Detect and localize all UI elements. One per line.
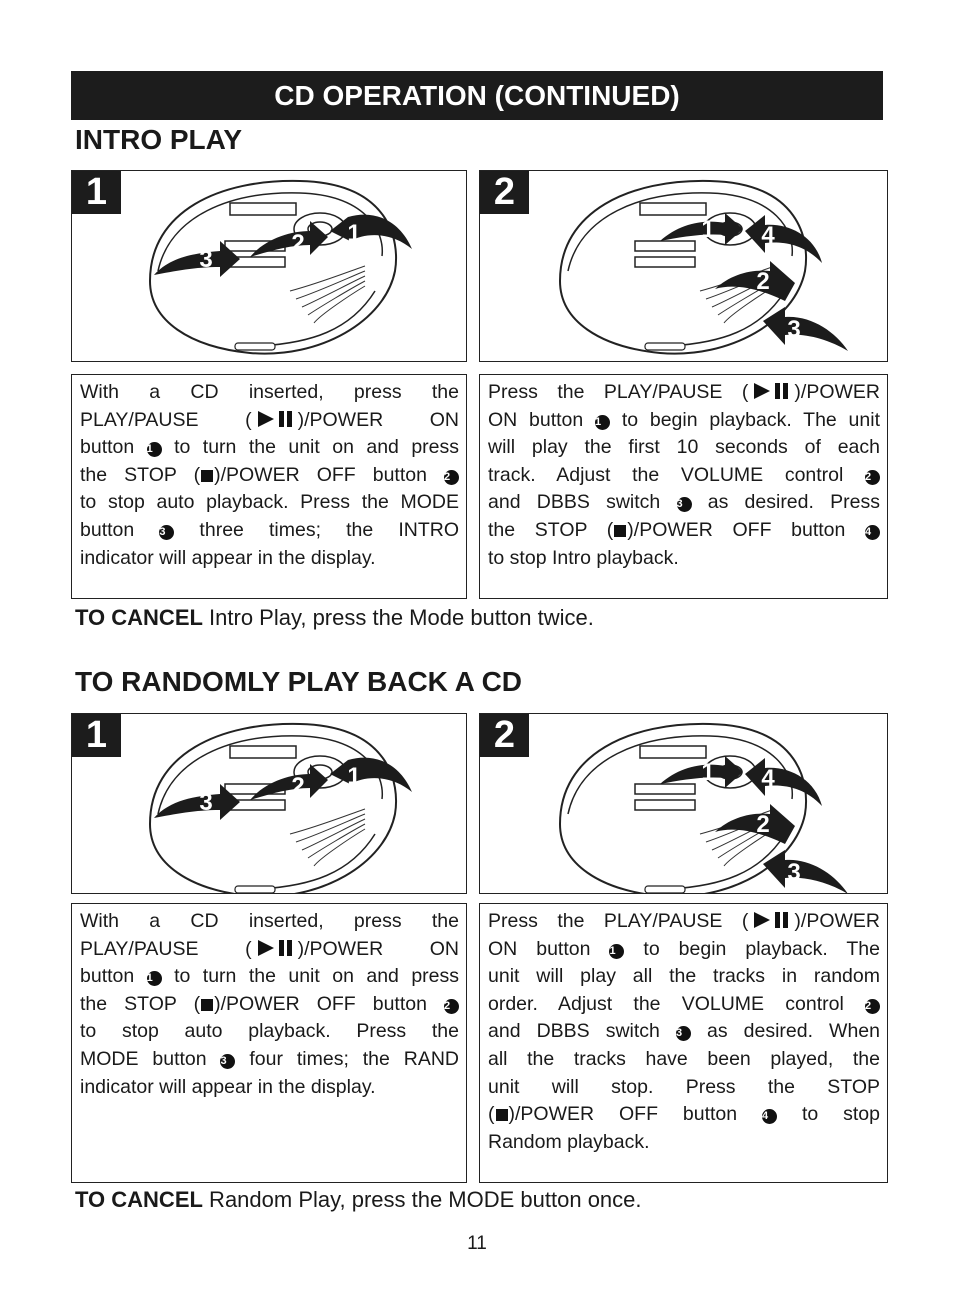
text-line: to stop auto playback. Press the bbox=[80, 1020, 459, 1043]
text-line: PLAY/PAUSE ( )/POWER ON bbox=[80, 408, 459, 431]
text-line: unit will stop. Press the STOP bbox=[488, 1075, 880, 1098]
circled-number-icon: 1 bbox=[595, 415, 610, 430]
text-line: order. Adjust the VOLUME control 2 bbox=[488, 991, 880, 1019]
random-heading: TO RANDOMLY PLAY BACK A CD bbox=[75, 666, 523, 697]
step-number: 1 bbox=[72, 714, 121, 757]
side-switch bbox=[235, 886, 275, 893]
display-window bbox=[230, 203, 296, 215]
random-cancel-note bbox=[75, 1187, 642, 1213]
callout-number: 4 bbox=[761, 765, 775, 792]
cancel-label: TO CANCEL bbox=[75, 605, 203, 630]
text-line: to stop auto playback. Press the MODE bbox=[80, 491, 459, 514]
step-number: 2 bbox=[480, 171, 529, 214]
section-header bbox=[71, 71, 883, 120]
callout-number: 4 bbox=[761, 222, 775, 249]
text-line: indicator will appear in the display. bbox=[80, 1075, 376, 1098]
callout-number: 1 bbox=[347, 763, 361, 790]
circled-number-icon: 1 bbox=[609, 944, 624, 959]
circled-number-icon: 1 bbox=[147, 442, 162, 457]
display-window bbox=[635, 784, 695, 794]
text-line: unit will play all the tracks in random bbox=[488, 965, 880, 988]
text-line: the STOP ( )/POWER OFF button 2 bbox=[80, 462, 459, 490]
random-step1-illustration bbox=[71, 713, 467, 894]
intro-step2-illustration bbox=[479, 170, 888, 362]
circled-number-icon: 3 bbox=[159, 525, 174, 540]
text-line: track. Adjust the VOLUME control 2 bbox=[488, 462, 880, 490]
text-line: Random playback. bbox=[488, 1130, 650, 1153]
text-line: ON button 1 to begin playback. The unit bbox=[488, 408, 880, 431]
text-line: button 1 to turn the unit on and press bbox=[80, 436, 459, 459]
side-switch bbox=[645, 343, 685, 350]
random-step1-text bbox=[71, 903, 467, 1183]
text-line: will play the first 10 seconds of each bbox=[488, 436, 880, 459]
random-step2-illustration bbox=[479, 713, 888, 894]
stop-icon bbox=[614, 525, 626, 537]
play-pause-icon bbox=[254, 939, 296, 957]
play-pause-icon bbox=[254, 410, 296, 428]
display-window bbox=[230, 746, 296, 758]
callout-number: 1 bbox=[701, 759, 715, 786]
side-switch bbox=[235, 343, 275, 350]
text-line: the STOP ( )/POWER OFF button 4 bbox=[488, 517, 880, 545]
text-line: ON button 1 to begin playback. The bbox=[488, 937, 880, 960]
callout-number: 3 bbox=[199, 789, 213, 816]
text-line: and DBBS switch 3 as desired. When bbox=[488, 1020, 880, 1043]
callout-number: 3 bbox=[199, 246, 213, 273]
text-line: indicator will appear in the display. bbox=[80, 546, 376, 569]
section-title: CD OPERATION (CONTINUED) bbox=[274, 79, 680, 111]
circled-number-icon: 1 bbox=[147, 971, 162, 986]
display-window bbox=[635, 800, 695, 810]
callout-number: 2 bbox=[756, 811, 770, 838]
circled-number-icon: 3 bbox=[220, 1054, 235, 1069]
stop-icon bbox=[201, 470, 213, 482]
random-step2-text bbox=[479, 903, 888, 1183]
circled-number-icon: 2 bbox=[865, 999, 880, 1014]
intro-heading: INTRO PLAY bbox=[75, 124, 242, 155]
callout-number: 2 bbox=[756, 268, 770, 295]
stop-icon bbox=[496, 1109, 508, 1121]
text-line: button 3 three times; the INTRO bbox=[80, 518, 459, 541]
callout-number: 1 bbox=[701, 216, 715, 243]
intro-step1-text bbox=[71, 374, 467, 599]
callout-number: 3 bbox=[787, 316, 801, 343]
text-line: PLAY/PAUSE ( )/POWER ON bbox=[80, 937, 459, 960]
callout-arrow bbox=[763, 307, 848, 351]
step-number: 2 bbox=[480, 714, 529, 757]
circled-number-icon: 4 bbox=[865, 525, 880, 540]
page-number: 11 bbox=[467, 1233, 487, 1254]
text-line: and DBBS switch 3 as desired. Press bbox=[488, 491, 880, 514]
callout-number: 3 bbox=[787, 859, 801, 886]
display-window bbox=[635, 241, 695, 251]
display-window bbox=[640, 203, 706, 215]
play-pause-icon bbox=[750, 911, 792, 929]
text-line: the STOP ( )/POWER OFF button 2 bbox=[80, 991, 459, 1019]
play-pause-icon bbox=[750, 382, 792, 400]
stop-icon bbox=[201, 999, 213, 1011]
cd-player-illustration bbox=[72, 714, 467, 894]
circled-number-icon: 3 bbox=[677, 497, 692, 512]
callout-arrow bbox=[763, 850, 848, 894]
cd-player-illustration bbox=[480, 171, 888, 362]
cancel-text: Random Play, press the MODE button once. bbox=[202, 1187, 642, 1212]
text-line: ( )/POWER OFF button 4 to stop bbox=[488, 1103, 880, 1126]
text-line: With a CD inserted, press the bbox=[80, 381, 459, 403]
text-line: With a CD inserted, press the bbox=[80, 910, 459, 932]
side-switch bbox=[645, 886, 685, 893]
cancel-text: Intro Play, press the Mode button twice. bbox=[202, 605, 594, 630]
callout-number: 1 bbox=[347, 220, 361, 247]
display-window bbox=[635, 257, 695, 267]
cd-player-illustration bbox=[72, 171, 467, 362]
intro-cancel-note bbox=[75, 605, 594, 631]
circled-number-icon: 2 bbox=[444, 999, 459, 1014]
step-number: 1 bbox=[72, 171, 121, 214]
circled-number-icon: 4 bbox=[762, 1109, 777, 1124]
text-line: Press the PLAY/PAUSE ( )/POWER bbox=[488, 910, 880, 932]
text-line: all the tracks have been played, the bbox=[488, 1047, 880, 1070]
text-line: button 1 to turn the unit on and press bbox=[80, 965, 459, 988]
text-line: MODE button 3 four times; the RAND bbox=[80, 1047, 459, 1070]
text-line: to stop Intro playback. bbox=[488, 546, 679, 569]
intro-step1-illustration bbox=[71, 170, 467, 362]
callout-number: 2 bbox=[291, 230, 305, 257]
callout-number: 2 bbox=[291, 773, 305, 800]
intro-step2-text bbox=[479, 374, 888, 599]
circled-number-icon: 2 bbox=[865, 470, 880, 485]
cancel-label: TO CANCEL bbox=[75, 1187, 203, 1212]
circled-number-icon: 2 bbox=[444, 470, 459, 485]
display-window bbox=[640, 746, 706, 758]
cd-player-illustration bbox=[480, 714, 888, 894]
circled-number-icon: 3 bbox=[676, 1026, 691, 1041]
text-line: Press the PLAY/PAUSE ( )/POWER bbox=[488, 381, 880, 403]
